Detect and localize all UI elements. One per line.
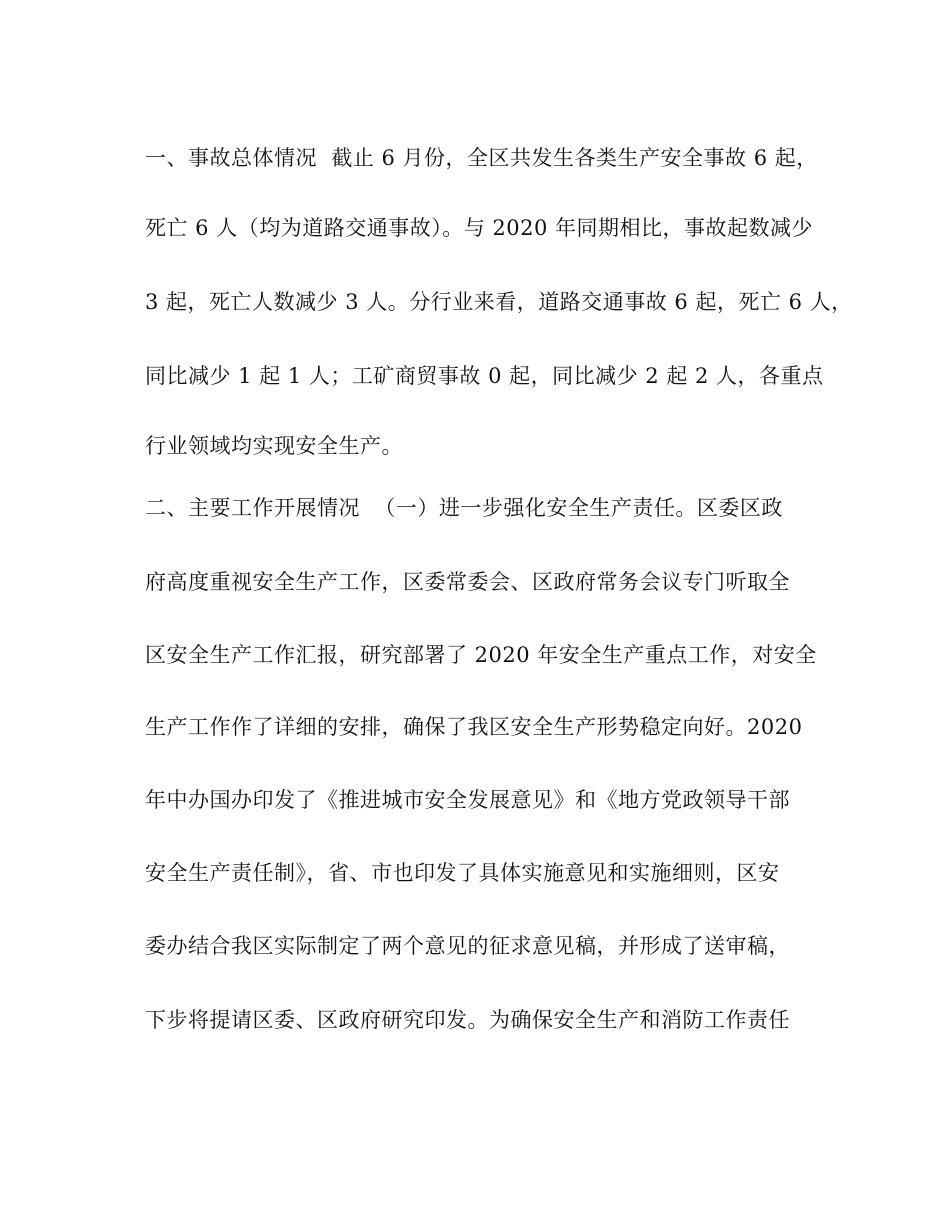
paragraph-2-line-2: 府高度重视安全生产工作，区委常委会、区政府常务会议专门听取全 (145, 570, 790, 594)
paragraph-1-line-4: 同比减少 1 起 1 人；工矿商贸事故 0 起，同比减少 2 起 2 人，各重点 (145, 364, 824, 388)
paragraph-1-line-3: 3 起，死亡人数减少 3 人。分行业来看，道路交通事故 6 起，死亡 6 人， (145, 290, 853, 314)
paragraph-2-line-4: 生产工作作了详细的安排，确保了我区安全生产形势稳定向好。2020 (145, 715, 803, 739)
paragraph-1-line-2: 死亡 6 人（均为道路交通事故）。与 2020 年同期相比，事故起数减少 (145, 216, 814, 240)
paragraph-2-line-5: 年中办国办印发了《推进城市安全发展意见》和《地方党政领导干部 (145, 788, 790, 812)
paragraph-2-line-3: 区安全生产工作汇报，研究部署了 2020 年安全生产重点工作，对安全 (145, 643, 817, 667)
paragraph-2-line-6: 安全生产责任制》，省、市也印发了具体实施意见和实施细则，区安 (145, 861, 780, 885)
paragraph-2-line-1: 二、主要工作开展情况 （一）进一步强化安全生产责任。区委区政 (145, 496, 783, 520)
paragraph-1-line-1: 一、事故总体情况 截止 6 月份，全区共发生各类生产安全事故 6 起， (145, 146, 818, 170)
paragraph-2-line-7: 委办结合我区实际制定了两个意见的征求意见稿，并形成了送审稿， (145, 934, 790, 958)
paragraph-1-line-5: 行业领域均实现安全生产。 (145, 434, 403, 458)
paragraph-2-line-8: 下步将提请区委、区政府研究印发。为确保安全生产和消防工作责任 (145, 1008, 790, 1032)
